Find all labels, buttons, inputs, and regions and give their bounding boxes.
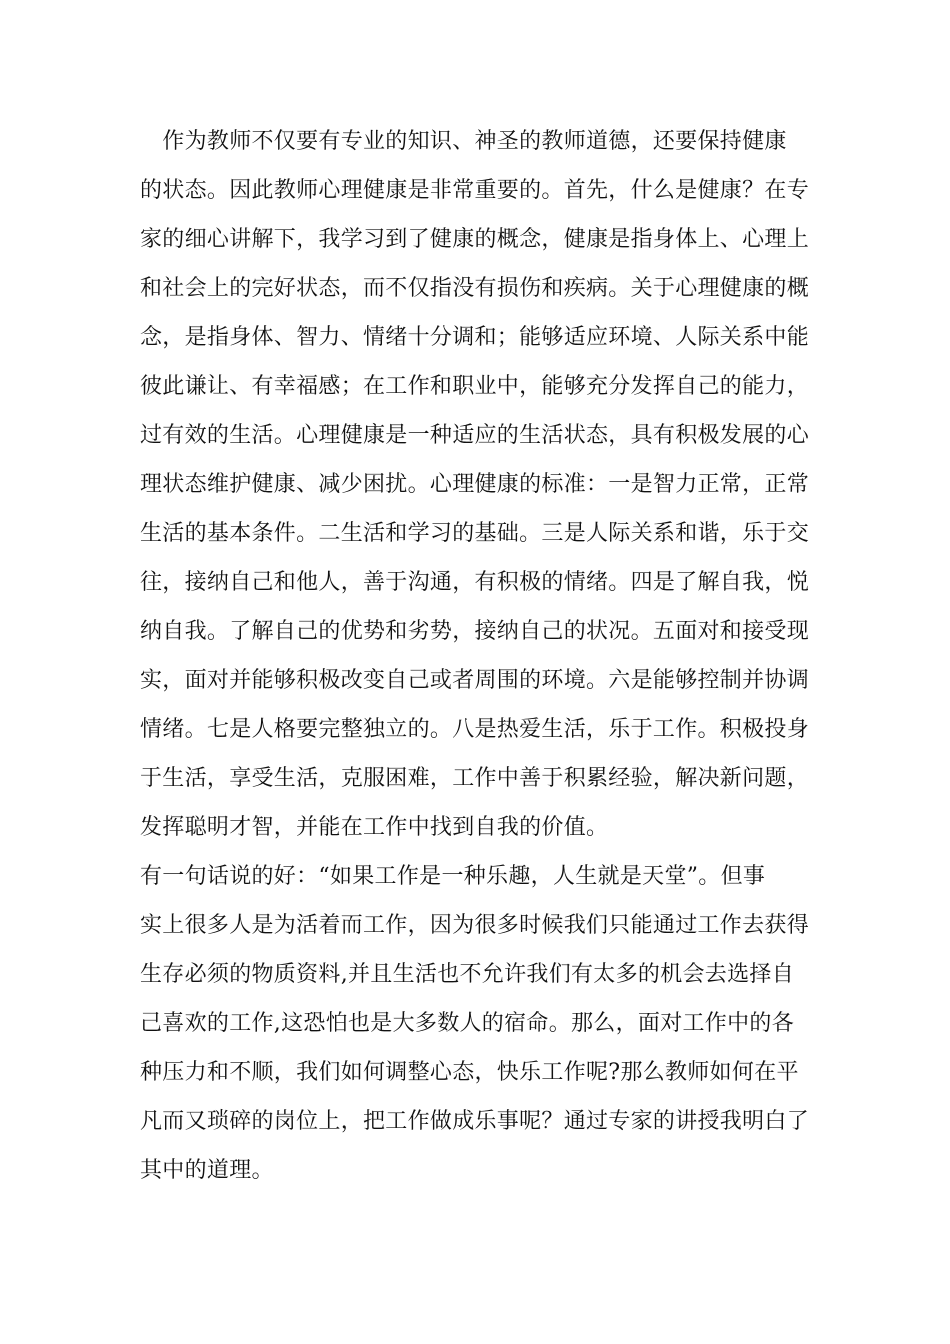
text-line: 己喜欢的工作,这恐怕也是大多数人的宿命。那么，面对工作中的各 (140, 1011, 794, 1036)
text-line: 生活的基本条件。二生活和学习的基础。三是人际关系和谐，乐于交 (140, 521, 810, 546)
text-line: 其中的道理。 (140, 1158, 274, 1183)
text-line: 实上很多人是为活着而工作，因为很多时候我们只能通过工作去获得 (140, 913, 810, 938)
text-line: 念，是指身体、智力、情绪十分调和；能够适应环境、人际关系中能 (140, 325, 810, 350)
text-line: 实，面对并能够积极改变自己或者周围的环境。六是能够控制并协调 (140, 668, 810, 693)
text-line: 于生活，享受生活，克服困难，工作中善于积累经验，解决新问题， (140, 766, 810, 791)
text-line: 家的细心讲解下，我学习到了健康的概念，健康是指身体上、心理上 (140, 227, 810, 252)
text-line: 纳自我。了解自己的优势和劣势，接纳自己的状况。五面对和接受现 (140, 619, 810, 644)
text-line: 过有效的生活。心理健康是一种适应的生活状态，具有积极发展的心 (140, 423, 810, 448)
text-line: 和社会上的完好状态，而不仅指没有损伤和疾病。关于心理健康的概 (140, 276, 810, 301)
text-line: 有一句话说的好：“如果工作是一种乐趣，人生就是天堂”。但事 (140, 864, 766, 889)
text-line: 往，接纳自己和他人，善于沟通，有积极的情绪。四是了解自我，悦 (140, 570, 810, 595)
text-line: 彼此谦让、有幸福感；在工作和职业中，能够充分发挥自己的能力， (140, 374, 810, 399)
text-line: 生存必须的物质资料,并且生活也不允许我们有太多的机会去选择自 (140, 962, 794, 987)
text-line: 理状态维护健康、减少困扰。心理健康的标准：一是智力正常，正常 (140, 472, 810, 497)
text-line: 凡而又琐碎的岗位上，把工作做成乐事呢？通过专家的讲授我明白了 (140, 1109, 810, 1134)
text-line: 发挥聪明才智，并能在工作中找到自我的价值。 (140, 815, 609, 840)
text-line: 种压力和不顺，我们如何调整心态，快乐工作呢?那么教师如何在平 (140, 1060, 799, 1085)
text-line: 的状态。因此教师心理健康是非常重要的。首先，什么是健康？在专 (140, 178, 810, 203)
text-line: 情绪。七是人格要完整独立的。八是热爱生活，乐于工作。积极投身 (140, 717, 810, 742)
text-line: 作为教师不仅要有专业的知识、神圣的教师道德，还要保持健康 (140, 129, 787, 154)
